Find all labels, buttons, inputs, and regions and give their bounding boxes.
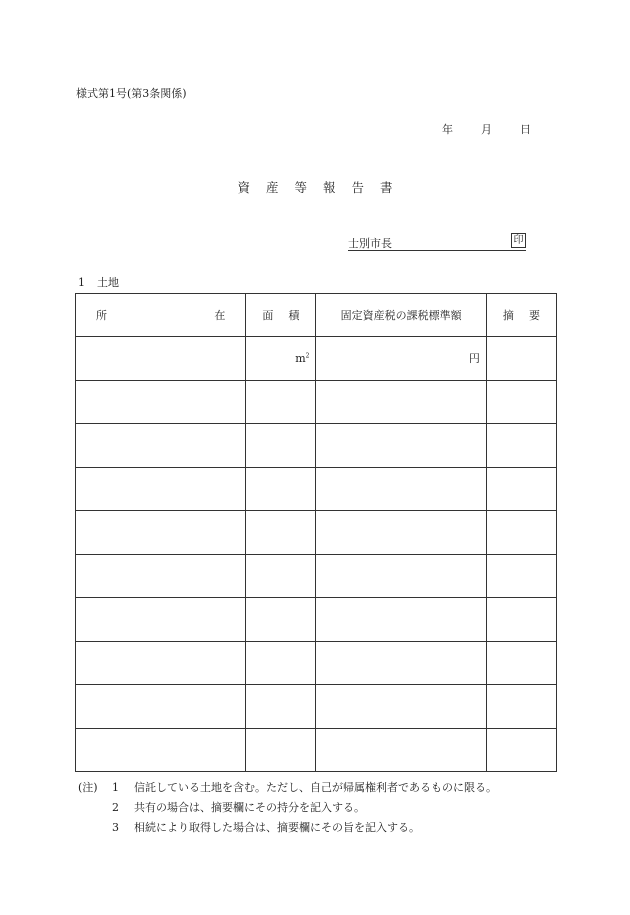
table-header-row	[76, 294, 557, 337]
header-location-a: 所	[96, 309, 107, 322]
note-number: 1	[112, 781, 119, 794]
note-number: 3	[112, 821, 119, 834]
cell-remarks[interactable]	[486, 554, 556, 598]
cell-tax-base[interactable]	[316, 337, 486, 381]
notes	[78, 778, 497, 838]
cell-remarks[interactable]	[486, 685, 556, 729]
cell-tax-base[interactable]	[316, 467, 486, 511]
seal-mark: 印	[511, 233, 526, 248]
header-remarks-a: 摘	[502, 309, 514, 322]
cell-location[interactable]	[76, 467, 246, 511]
cell-area[interactable]	[246, 641, 316, 685]
cell-location[interactable]	[76, 598, 246, 642]
cell-tax-base[interactable]	[316, 424, 486, 468]
table-row	[76, 641, 557, 685]
cell-location[interactable]	[76, 641, 246, 685]
cell-location[interactable]	[76, 337, 246, 381]
cell-area[interactable]	[246, 380, 316, 424]
addressee: 士別市長	[348, 237, 392, 250]
cell-remarks[interactable]	[486, 598, 556, 642]
cell-area[interactable]	[246, 337, 316, 381]
table-row	[76, 598, 557, 642]
section-title	[78, 274, 119, 290]
title-char: 資	[237, 180, 250, 195]
note-item	[78, 778, 497, 798]
cell-tax-base[interactable]	[316, 511, 486, 555]
cell-tax-base[interactable]	[316, 554, 486, 598]
note-text: 共有の場合は、摘要欄にその持分を記入する。	[134, 801, 365, 814]
note-number: 2	[112, 801, 119, 814]
form-number: 様式第1号(第3条関係)	[76, 87, 187, 100]
cell-remarks[interactable]	[486, 511, 556, 555]
cell-area[interactable]	[246, 685, 316, 729]
document-title	[0, 178, 630, 196]
date-year: 年	[442, 123, 453, 136]
header-remarks	[486, 294, 556, 337]
date-month: 月	[481, 123, 492, 136]
cell-location[interactable]	[76, 685, 246, 729]
cell-area[interactable]	[246, 424, 316, 468]
cell-remarks[interactable]	[486, 380, 556, 424]
cell-area[interactable]	[246, 554, 316, 598]
note-item	[78, 798, 497, 818]
notes-prefix: (注)	[78, 781, 98, 794]
cell-location[interactable]	[76, 728, 246, 772]
cell-location[interactable]	[76, 424, 246, 468]
title-char: 等	[294, 180, 307, 195]
cell-area[interactable]	[246, 728, 316, 772]
note-text: 相続により取得した場合は、摘要欄にその旨を記入する。	[134, 821, 420, 834]
cell-tax-base[interactable]	[316, 641, 486, 685]
title-char: 産	[265, 180, 279, 195]
unit-area: m	[295, 351, 306, 365]
table-row	[76, 685, 557, 729]
addressee-line	[348, 233, 526, 251]
title-char: 報	[323, 180, 336, 195]
table-body	[76, 337, 557, 772]
unit-yen: 円	[468, 352, 480, 366]
table-row	[76, 554, 557, 598]
cell-area[interactable]	[246, 511, 316, 555]
table-row	[76, 337, 557, 381]
unit-area-sup: 2	[305, 352, 310, 360]
table-row	[76, 380, 557, 424]
cell-location[interactable]	[76, 554, 246, 598]
header-tax-base: 固定資産税の課税標準額	[316, 294, 486, 337]
cell-tax-base[interactable]	[316, 685, 486, 729]
cell-location[interactable]	[76, 380, 246, 424]
date-row	[442, 121, 531, 137]
cell-remarks[interactable]	[486, 728, 556, 772]
title-char: 書	[380, 180, 393, 195]
date-day: 日	[520, 123, 531, 136]
cell-remarks[interactable]	[486, 337, 556, 381]
note-text: 信託している土地を含む。ただし、自己が帰属権利者であるものに限る。	[134, 781, 497, 794]
header-area-a: 面	[262, 309, 274, 322]
cell-remarks[interactable]	[486, 641, 556, 685]
header-area	[246, 294, 316, 337]
table-row	[76, 467, 557, 511]
cell-remarks[interactable]	[486, 467, 556, 511]
cell-tax-base[interactable]	[316, 598, 486, 642]
table-row	[76, 728, 557, 772]
header-area-b: 積	[288, 309, 300, 322]
table-row	[76, 424, 557, 468]
cell-tax-base[interactable]	[316, 380, 486, 424]
title-char: 告	[351, 180, 365, 195]
section-number: 1	[78, 276, 85, 289]
cell-area[interactable]	[246, 467, 316, 511]
cell-area[interactable]	[246, 598, 316, 642]
note-item	[78, 818, 497, 838]
header-remarks-b: 要	[529, 309, 540, 322]
section-label: 土地	[97, 276, 119, 289]
cell-location[interactable]	[76, 511, 246, 555]
land-table	[75, 293, 557, 772]
cell-remarks[interactable]	[486, 424, 556, 468]
cell-tax-base[interactable]	[316, 728, 486, 772]
header-location-b: 在	[214, 309, 226, 322]
header-location	[76, 294, 246, 337]
table-row	[76, 511, 557, 555]
